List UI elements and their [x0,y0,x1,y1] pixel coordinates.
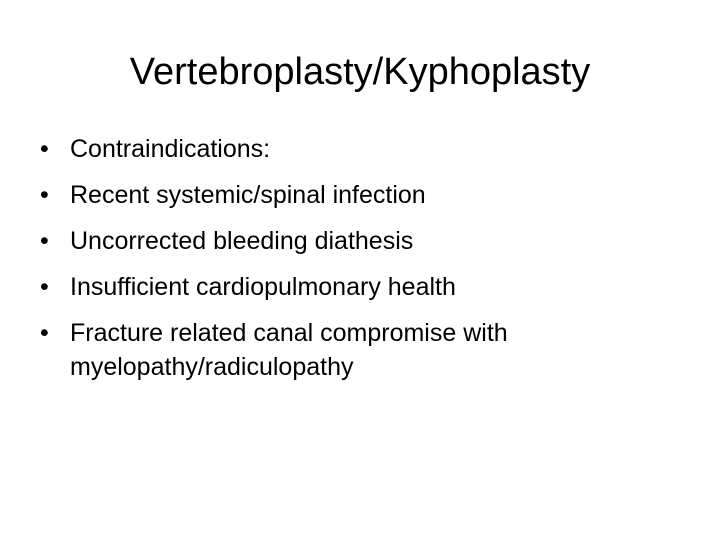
bullet-text: Recent systemic/spinal infection [70,181,426,209]
bullet-item-contraindications [36,132,676,166]
bullet-text: Insufficient cardiopulmonary health [70,273,456,301]
bullet-list [36,132,676,396]
bullet-item-infection [36,178,676,212]
bullet-icon: • [40,319,49,347]
bullet-item-canal-compromise [36,316,676,384]
bullet-text: Fracture related canal compromise with myelopathy/radiculopathy [70,319,508,381]
bullet-item-cardiopulmonary [36,270,676,304]
bullet-icon: • [40,227,49,255]
bullet-text: Contraindications: [70,135,271,163]
bullet-icon: • [40,181,49,209]
bullet-text: Uncorrected bleeding diathesis [70,227,414,255]
bullet-item-bleeding [36,224,676,258]
bullet-icon: • [40,273,49,301]
bullet-icon: • [40,135,49,163]
slide-title: Vertebroplasty/Kyphoplasty [129,51,591,93]
